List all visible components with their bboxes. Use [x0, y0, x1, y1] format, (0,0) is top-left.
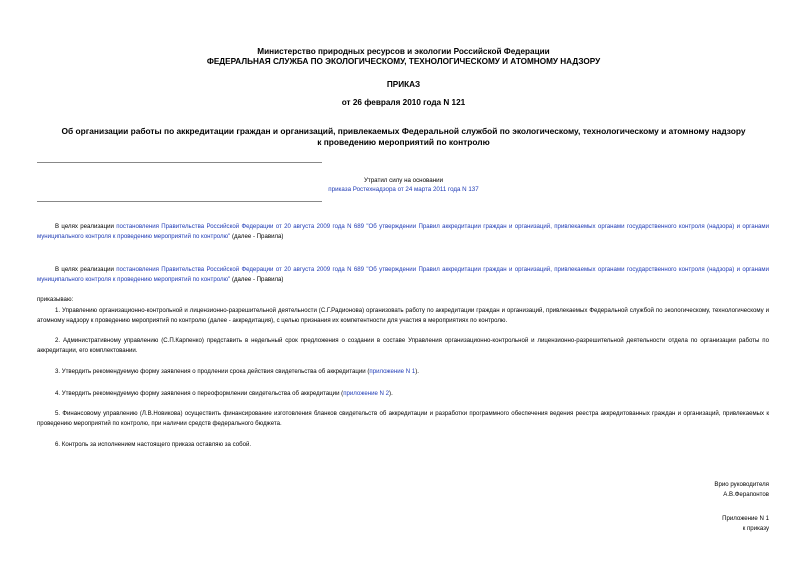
service-name: ФЕДЕРАЛЬНАЯ СЛУЖБА ПО ЭКОЛОГИЧЕСКОМУ, ТЕХНОЛОГИЧЕСКОМУ И АТОМНОМУ НАДЗОРУ: [206, 57, 601, 66]
appendix-to-order: к приказу: [742, 525, 769, 533]
document-title: [30, 126, 777, 148]
order-item-3-prefix: 3. Утвердить рекомендуемую форму заявления о продлении срока действия свидетельства об аккредитации (: [55, 368, 370, 375]
preamble-paragraph-2: [37, 265, 769, 286]
order-item-6: 6. Контроль за исполнением настоящего приказа оставляю за собой.: [55, 441, 252, 448]
order-item-1: 1. Управлению организационно-контрольной и лицензионно-разрешительной деятельности (С.Г.Радионова) организовать работу по аккредитации граждан и организаций, привлекаемых Федеральной службой по экологическому, технологическому и атомному надзору к проведению мероприятий по контролю (далее - аккредитация), с целью признания их компетентности для участия в мероприятиях по контролю.: [37, 307, 769, 325]
preamble-1-suffix: (далее - Правила): [230, 233, 284, 241]
order-item-4-prefix: 4. Утвердить рекомендуемую форму заявления о переоформлении свидетельства об аккредитации (: [55, 390, 344, 397]
signatory-position: Врио руководителя: [714, 481, 769, 488]
government-decree-link-1[interactable]: постановления Правительства Российской Федерации от 20 августа 2009 года N 689 "Об утверждении Правил аккредитации граждан и организаций, привлекаемых органами государственного контроля (надзора) и органами муниципального контроля к проведению мероприятий по контролю": [37, 223, 770, 241]
appendix-2-link[interactable]: приложение N 2: [343, 390, 390, 397]
order-item-4: [37, 389, 769, 399]
order-item-2: 2. Административному управлению (С.П.Карпенко) представить в недельный срок предложения о создании в составе Управления организационно-контрольной и лицензионно-разрешительной деятельности отдела по организации работы по аккредитации, его комплектовании.: [37, 337, 769, 355]
preamble-1-prefix: В целях реализации: [55, 223, 117, 230]
preamble-paragraph-1: [37, 222, 769, 243]
divider-bottom: [37, 201, 322, 202]
order-item-5: 5. Финансовому управлению (Л.В.Новикова) осуществить финансирование изготовления бланков свидетельств об аккредитации и разработки программного обеспечения ведения реестра аккредитованных граждан и организаций, привлекаемых к проведению мероприятий по контролю, при наличии средств федерального бюджета.: [37, 410, 769, 428]
order-item-4-suffix: ).: [389, 390, 393, 397]
order-item-3-suffix: ).: [415, 368, 419, 375]
status-repeal-link[interactable]: приказа Ростехнадзора от 24 марта 2011 года N 137: [328, 186, 479, 193]
document-type: ПРИКАЗ: [386, 80, 421, 89]
government-decree-link-2[interactable]: постановления Правительства Российской Федерации от 20 августа 2009 года N 689 "Об утверждении Правил аккредитации граждан и организаций, привлекаемых органами государственного контроля (надзора) и органами муниципального контроля к проведению мероприятий по контролю": [37, 266, 770, 284]
status-note-link-line: [0, 185, 807, 194]
order-word: приказываю:: [37, 296, 74, 303]
appendix-1-link[interactable]: приложение N 1: [369, 368, 416, 375]
appendix-number: Приложение N 1: [722, 515, 769, 522]
document-title-line2: к проведению мероприятий по контролю: [317, 137, 490, 147]
order-item-3: [37, 367, 769, 377]
divider-top: [37, 162, 322, 163]
preamble-2-suffix: (далее - Правила): [230, 276, 284, 284]
preamble-2-prefix: В целях реализации: [55, 266, 117, 273]
signatory-name: А.В.Ферапонтов: [723, 491, 769, 499]
document-date: от 26 февраля 2010 года N 121: [341, 98, 466, 107]
document-title-line1: Об организации работы по аккредитации граждан и организаций, привлекаемых Федеральной службой по экологическому, технологическому и атомному надзору: [61, 126, 746, 136]
signature-block: [714, 480, 769, 501]
ministry-name: Министерство природных ресурсов и экологии Российской Федерации: [257, 47, 550, 56]
status-note: Утратил силу на основании: [363, 177, 444, 184]
appendix-header: [722, 514, 769, 535]
